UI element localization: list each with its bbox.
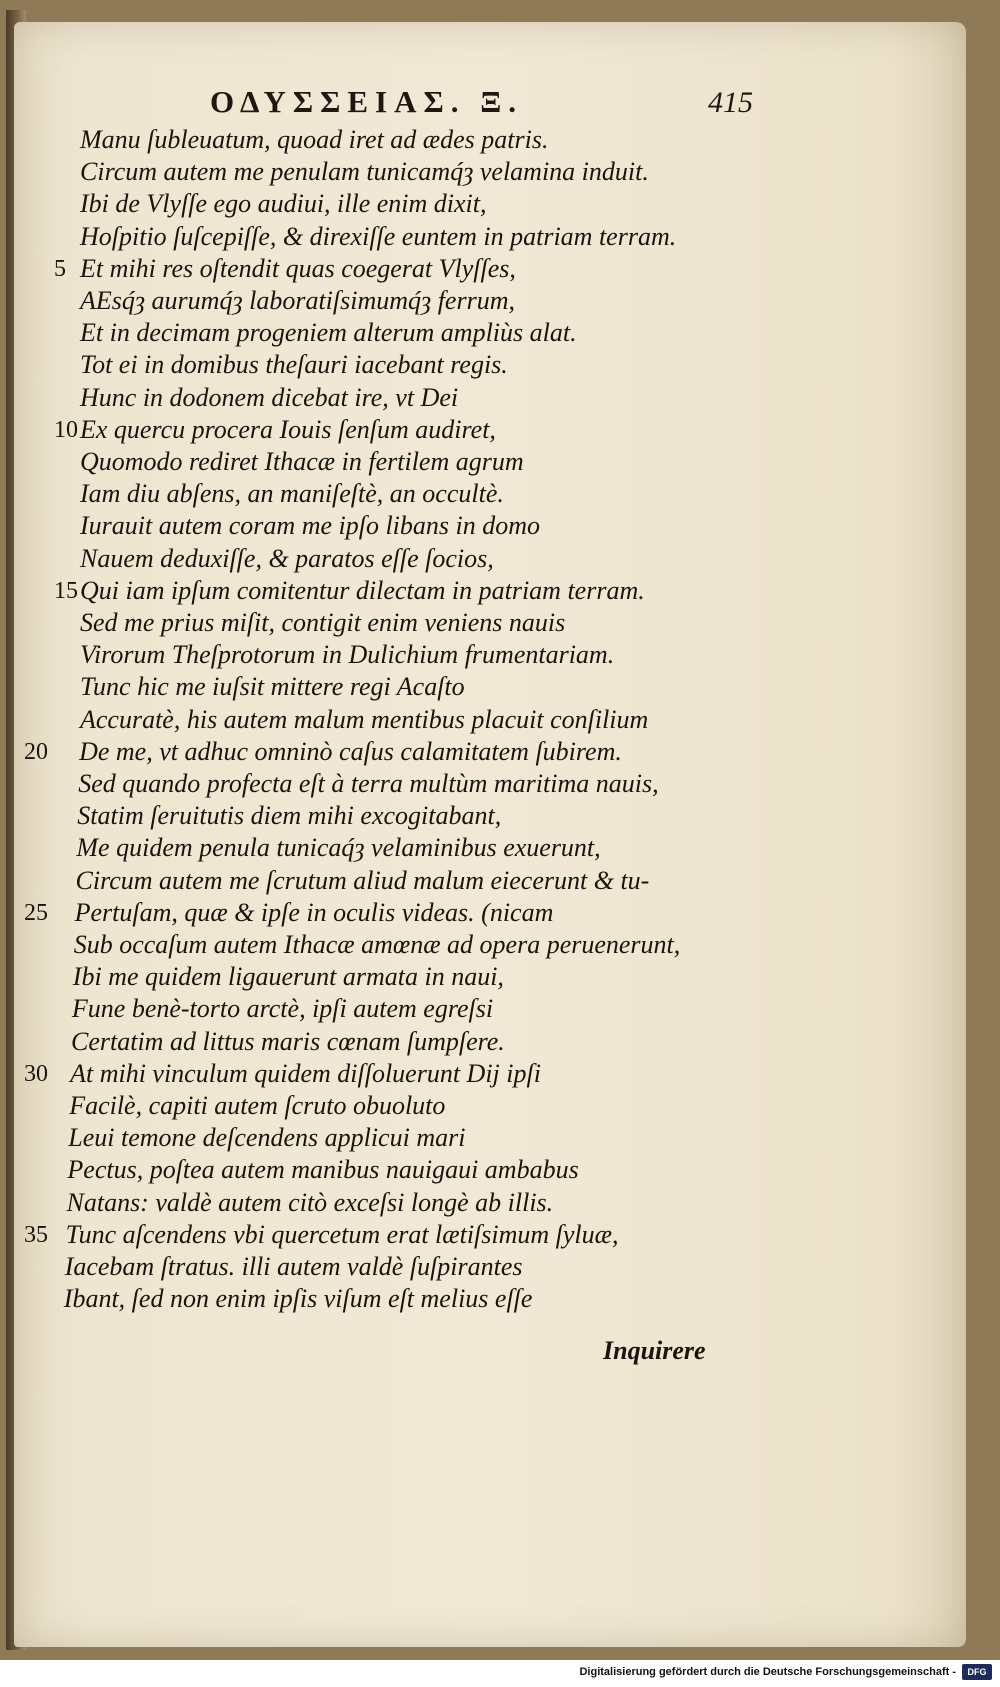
verse-line [0,768,1000,800]
line-text: Nauem deduxiſſe, & paratos eſſe ſocios, [80,543,494,573]
line-number: 5 [54,255,66,282]
line-text: Iurauit autem coram me ipſo libans in domo [80,511,541,541]
line-text: Circum autem me ſcrutum aliud malum eiecerunt & tu- [75,865,650,895]
line-text: Ibant, ſed non enim ipſis viſum eſt melius eſſe [63,1284,533,1314]
line-text: Tunc hic me iuſsit mittere regi Acaſto [80,672,465,702]
line-text: Facilè, capiti autem ſcruto obuoluto [69,1091,446,1120]
line-text: Ibi me quidem ligauerunt armata in naui, [72,962,504,992]
line-text: Circum autem me penulam tunicamq́ȝ velamina induit. [80,157,649,187]
verse-line [0,510,1000,542]
line-text: Sed quando profecta eſt à terra multùm maritima nauis, [78,769,659,798]
verse-line [0,865,1000,897]
verse-line [0,221,1000,253]
line-text: Sub occaſum autem Ithacæ amœnæ ad opera peruenerunt, [73,930,681,959]
line-text: Tunc aſcendens vbi quercetum erat lætiſsimum ſyluæ, [65,1219,619,1249]
line-text: Pertuſam, quæ & ipſe in oculis videas. (nicam [74,897,554,927]
verse-line [0,414,1000,446]
line-text: Virorum Theſprotorum in Dulichium frumentariam. [80,640,615,670]
verse-line [0,832,1000,864]
verse-line [0,575,1000,607]
page-header [210,80,970,126]
line-text: Natans: valdè autem citò exceſsi longè ab illis. [66,1187,554,1217]
line-text: Hoſpitio ſuſcepiſſe, & direxiſſe euntem in patriam terram. [80,221,677,251]
dfg-logo: DFG [962,1664,992,1680]
line-text: Et mihi res oſtendit quas coegerat Vlyſſes, [80,253,516,283]
verse-line [0,446,1000,478]
line-text: Iacebam ſtratus. illi autem valdè ſuſpirantes [64,1252,523,1281]
line-text: Et in decimam progeniem alterum ampliùs alat. [80,318,577,348]
verse-line [0,736,1000,768]
line-text: Statim ſeruitutis diem mihi excogitabant, [77,801,502,831]
line-text: Leui temone deſcendens applicui mari [68,1123,466,1153]
verse-line [0,704,1000,736]
verse-line [0,1058,1000,1090]
line-number: 30 [24,1060,48,1087]
verse-line [0,478,1000,510]
line-number: 10 [54,416,78,443]
verse-line [0,961,1000,993]
verse-line [0,1026,1000,1058]
verse-line [0,639,1000,671]
line-text: Sed me prius miſit, contigit enim veniens nauis [80,608,566,637]
line-text: Ibi de Vlyſſe ego audiui, ille enim dixit, [80,189,487,219]
verse-line [0,124,1000,156]
line-text: De me, vt adhuc omninò caſus calamitatem ſubirem. [79,736,622,766]
line-number: 25 [24,899,48,926]
verse-line [0,156,1000,188]
line-number: 20 [24,738,48,765]
verse-line [0,382,1000,414]
line-text: Hunc in dodonem dicebat ire, vt Dei [80,382,459,412]
line-text: AEsq́ȝ aurumq́ȝ laboratiſsimumq́ȝ ferrum, [80,286,515,315]
verse-line [0,993,1000,1025]
verse-line [0,929,1000,961]
verse-line [0,671,1000,703]
verse-line [0,1283,1000,1315]
line-text: Me quidem penula tunicaq́ȝ velaminibus exuerunt, [76,833,601,863]
verse-line [0,543,1000,575]
verse-line [0,349,1000,381]
verse-line [0,607,1000,639]
line-text: Qui iam ipſum comitentur dilectam in patriam terram. [80,575,645,605]
verse-line [0,253,1000,285]
verse-line [0,897,1000,929]
line-text: Manu ſubleuatum, quoad iret ad ædes patris. [80,125,549,154]
verse-line [0,1219,1000,1251]
verse-line [0,800,1000,832]
line-number: 15 [54,577,78,604]
verse-line [0,1154,1000,1186]
line-text: Tot ei in domibus theſauri iacebant regis. [80,350,508,380]
running-title: ΟΔΥΣΣΕΙΑΣ. Ξ. [210,84,524,119]
verse-line [0,1090,1000,1122]
line-text: Fune benè-torto arctè, ipſi autem egreſsi [71,994,494,1024]
verse-line [0,1122,1000,1154]
line-text: Iam diu abſens, an maniſeſtè, an occultè. [80,479,504,509]
line-text: Ex quercu procera Iouis ſenſum audiret, [80,414,496,444]
line-text: At mihi vinculum quidem diſſoluerunt Dij ipſi [70,1058,541,1088]
verse-line [0,1187,1000,1219]
verse-line [0,285,1000,317]
line-text: Pectus, poſtea autem manibus nauigaui ambabus [67,1155,579,1185]
funding-notice: Digitalisierung gefördert durch die Deutsche Forschungsgemeinschaft - [579,1666,956,1678]
catchword: Inquirere [603,1336,706,1365]
verse-line [0,1251,1000,1283]
page-number: 415 [708,86,753,119]
line-number: 35 [24,1221,48,1248]
verse-line [0,188,1000,220]
line-text: Quomodo rediret Ithacæ in fertilem agrum [80,447,524,476]
verse-line [0,317,1000,349]
footer-bar [0,1660,1000,1687]
line-text: Accuratè, his autem malum mentibus placuit conſilium [80,704,649,734]
line-text: Certatim ad littus maris cœnam ſumpſere. [71,1026,505,1056]
